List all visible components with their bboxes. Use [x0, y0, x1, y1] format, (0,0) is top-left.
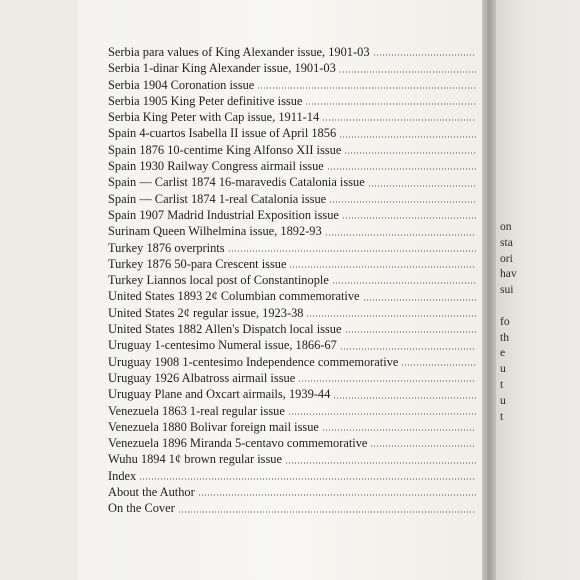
- toc-entry-title: United States 1882 Allen's Dispatch local issue: [108, 322, 342, 337]
- toc-entry-title: Venezuela 1863 1-real regular issue: [108, 403, 285, 418]
- toc-dot-leader: [373, 54, 476, 56]
- toc-entry-title: Spain — Carlist 1874 1-real Catalonia issue: [108, 191, 327, 206]
- toc-entry-title: Serbia 1904 Coronation issue: [108, 77, 255, 92]
- toc-entry: [108, 370, 476, 386]
- toc-dot-leader: [370, 445, 476, 447]
- toc-entry: [108, 125, 476, 141]
- toc-entry-title: Venezuela 1896 Miranda 5-centavo commemorative: [108, 436, 368, 451]
- toc-dot-leader: [342, 217, 476, 219]
- toc-dot-leader: [198, 494, 476, 496]
- facing-page-line: fo: [500, 314, 510, 328]
- toc-dot-leader: [322, 119, 476, 121]
- toc-entry: [108, 288, 476, 304]
- toc-entry: [108, 142, 476, 158]
- toc-entry: [108, 419, 476, 435]
- toc-entry: [108, 191, 476, 207]
- toc-entry-title: United States 2¢ regular issue, 1923-38: [108, 305, 304, 320]
- toc-entry: [108, 44, 476, 60]
- toc-dot-leader: [325, 234, 476, 236]
- facing-page-line: u: [500, 393, 506, 407]
- table-of-contents: [108, 44, 476, 517]
- toc-entry: [108, 256, 476, 272]
- toc-entry: [108, 337, 476, 353]
- toc-entry: [108, 174, 476, 190]
- toc-dot-leader: [368, 185, 476, 187]
- toc-entry-title: Turkey 1876 overprints: [108, 240, 225, 255]
- toc-dot-leader: [289, 266, 476, 268]
- toc-entry: [108, 77, 476, 93]
- toc-entry-title: Serbia 1-dinar King Alexander issue, 1901-03: [108, 61, 336, 76]
- toc-entry-title: United States 1893 2¢ Columbian commemorative: [108, 289, 360, 304]
- toc-dot-leader: [363, 299, 476, 301]
- toc-entry: [108, 403, 476, 419]
- toc-dot-leader: [333, 397, 476, 399]
- toc-dot-leader: [322, 429, 476, 431]
- toc-entry: [108, 468, 476, 484]
- toc-entry: [108, 60, 476, 76]
- toc-dot-leader: [288, 413, 476, 415]
- facing-page-line: ori: [500, 251, 513, 265]
- toc-entry: [108, 386, 476, 402]
- facing-page-line: hav: [500, 267, 517, 281]
- facing-page-line: t: [500, 409, 504, 423]
- toc-entry-title: Surinam Queen Wilhelmina issue, 1892-93: [108, 224, 322, 239]
- facing-page-text: [500, 219, 580, 424]
- facing-page-line: on: [500, 220, 512, 233]
- toc-entry-title: Spain 1876 10-centime King Alfonso XII issue: [108, 142, 342, 157]
- book-gutter: [482, 0, 496, 580]
- facing-page-line: t: [500, 377, 504, 391]
- toc-entry-title: Turkey Liannos local post of Constantinople: [108, 273, 329, 288]
- toc-entry-title: Uruguay 1-centesimo Numeral issue, 1866-67: [108, 338, 337, 353]
- toc-entry-title: Wuhu 1894 1¢ brown regular issue: [108, 452, 282, 467]
- facing-page-line: [500, 298, 580, 314]
- toc-dot-leader: [139, 478, 476, 480]
- facing-page-line: sta: [500, 235, 513, 249]
- toc-entry-title: Serbia 1905 King Peter definitive issue: [108, 93, 303, 108]
- facing-page-line: th: [500, 330, 510, 344]
- toc-entry: [108, 354, 476, 370]
- toc-entry-title: On the Cover: [108, 501, 175, 516]
- toc-dot-leader: [228, 250, 476, 252]
- toc-entry-title: Uruguay 1926 Albatross airmail issue: [108, 370, 296, 385]
- toc-dot-leader: [339, 136, 476, 138]
- toc-entry: [108, 207, 476, 223]
- toc-dot-leader: [345, 331, 477, 333]
- toc-dot-leader: [285, 462, 476, 464]
- facing-page-line: e: [500, 346, 506, 360]
- toc-entry-title: Serbia King Peter with Cap issue, 1911-14: [108, 110, 320, 125]
- toc-entry: [108, 500, 476, 516]
- toc-entry: [108, 109, 476, 125]
- toc-dot-leader: [332, 282, 476, 284]
- toc-dot-leader: [178, 511, 476, 513]
- toc-entry: [108, 240, 476, 256]
- toc-entry: [108, 435, 476, 451]
- toc-dot-leader: [298, 380, 476, 382]
- toc-entry: [108, 158, 476, 174]
- toc-dot-leader: [329, 201, 476, 203]
- toc-entry: [108, 451, 476, 467]
- toc-entry-title: Serbia para values of King Alexander issue, 1901-03: [108, 45, 370, 59]
- toc-entry-title: Venezuela 1880 Bolivar foreign mail issue: [108, 419, 319, 434]
- toc-dot-leader: [340, 348, 476, 350]
- toc-dot-leader: [339, 71, 476, 73]
- toc-entry-title: Index: [108, 468, 137, 483]
- toc-entry: [108, 223, 476, 239]
- toc-entry-title: Uruguay Plane and Oxcart airmails, 1939-44: [108, 387, 331, 402]
- toc-entry-title: Spain — Carlist 1874 16-maravedis Catalonia issue: [108, 175, 365, 190]
- toc-entry: [108, 484, 476, 500]
- toc-entry-title: Turkey 1876 50-para Crescent issue: [108, 256, 287, 271]
- toc-entry-title: About the Author: [108, 485, 195, 500]
- toc-dot-leader: [327, 168, 476, 170]
- facing-page-line: u: [500, 362, 506, 376]
- facing-page-line: sui: [500, 283, 514, 297]
- toc-dot-leader: [257, 87, 476, 89]
- toc-entry: [108, 321, 476, 337]
- toc-entry-title: Spain 4-cuartos Isabella II issue of April 1856: [108, 126, 337, 141]
- toc-entry-title: Spain 1907 Madrid Industrial Exposition issue: [108, 207, 339, 222]
- toc-dot-leader: [344, 152, 476, 154]
- toc-entry: [108, 305, 476, 321]
- toc-dot-leader: [305, 103, 476, 105]
- toc-entry-title: Spain 1930 Railway Congress airmail issue: [108, 159, 324, 174]
- toc-entry: [108, 93, 476, 109]
- toc-entry: [108, 272, 476, 288]
- toc-entry-title: Uruguay 1908 1-centesimo Independence commemorative: [108, 354, 399, 369]
- toc-dot-leader: [401, 364, 476, 366]
- toc-dot-leader: [306, 315, 476, 317]
